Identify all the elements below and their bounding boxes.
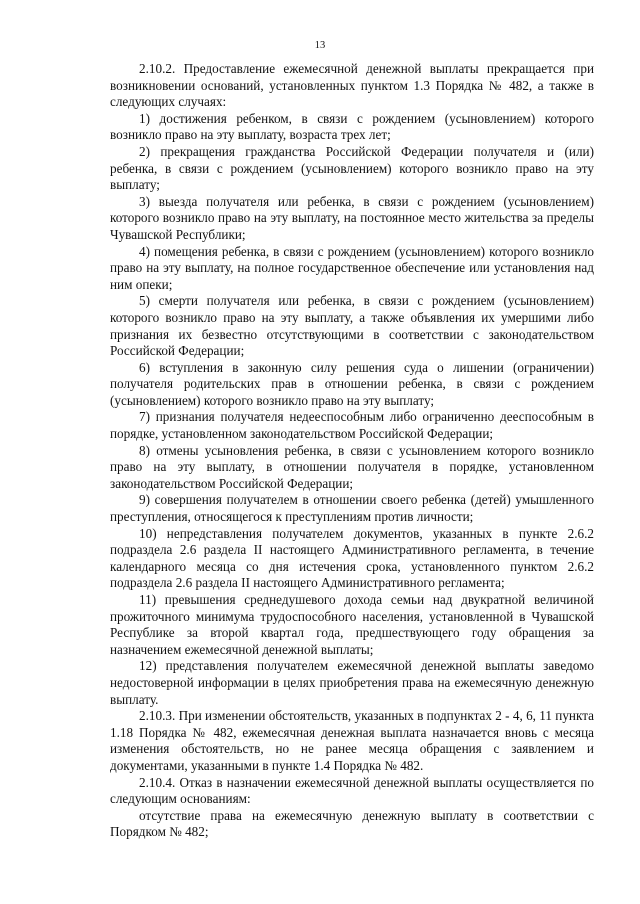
page-number: 13 [314,40,326,51]
list-item-5: 5) смерти получателя или ребенка, в связи с рождением (усыновлением) которого возникло право на эту выплату, а также объявления их умершими либо признания их безвестно отсутствующими в соответствии с законодательством Российской Федерации; [110,293,594,359]
paragraph-2-10-4: 2.10.4. Отказ в назначении ежемесячной денежной выплаты осуществляется по следующим основаниям: [110,774,594,807]
document-body [110,61,594,841]
refusal-ground-1: отсутствие права на ежемесячную денежную выплату в соответствии с Порядком № 482; [110,807,594,840]
list-item-12: 12) представления получателем ежемесячной денежной выплаты заведомо недостоверной информации в целях приобретения права на ежемесячную денежную выплату. [110,658,594,707]
list-item-9: 9) совершения получателем в отношении своего ребенка (детей) умышленного преступления, относящегося к преступлениям против личности; [110,492,594,525]
list-item-6: 6) вступления в законную силу решения суда о лишении (ограничении) получателя родительских прав в отношении ребенка, в связи с рождением (усыновлением) которого возникло право на эту выплату; [110,359,594,408]
list-item-11: 11) превышения среднедушевого дохода семьи над двукратной величиной прожиточного минимума трудоспособного населения, установленной в Чувашской Республике за второй квартал года, предшествующего году обращения за назначением ежемесячной денежной выплаты; [110,592,594,657]
list-item-2: 2) прекращения гражданства Российской Федерации получателя и (или) ребенка, в связи с рождением (усыновлением) которого возникло право на эту выплату; [110,143,594,193]
paragraph-2-10-3: 2.10.3. При изменении обстоятельств, указанных в подпунктах 2 - 4, 6, 11 пункта 1.18 Порядка № 482, ежемесячная денежная выплата назначается вновь с месяца изменения обстоятельств, но не ранее месяца обращения с заявлением и документами, указанными в пункте 1.4 Порядка № 482. [110,708,594,773]
list-item-1: 1) достижения ребенком, в связи с рождением (усыновлением) которого возникло право на эту выплату, возраста трех лет; [110,110,594,143]
list-item-4: 4) помещения ребенка, в связи с рождением (усыновлением) которого возникло право на эту выплату, на полное государственное обеспечение или установления над ним опеки; [110,243,594,292]
list-item-10: 10) непредставления получателем документов, указанных в пункте 2.6.2 подраздела 2.6 раздела II настоящего Административного регламента, в течение календарного месяца со дня истечения срока, установленного пунктом 2.6.2 подраздела 2.6 раздела II настоящего Административного регламента; [110,525,594,591]
list-item-7: 7) признания получателя недееспособным либо ограниченно дееспособным в порядке, установленном законодательством Российской Федерации; [110,409,594,442]
list-item-8: 8) отмены усыновления ребенка, в связи с усыновлением которого возникло право на эту выплату, в отношении получателя в порядке, установленном законодательством Российской Федерации; [110,442,594,491]
paragraph-2-10-2: 2.10.2. Предоставление ежемесячной денежной выплаты прекращается при возникновении оснований, установленных пунктом 1.3 Порядка № 482, а также в следующих случаях: [110,61,594,110]
list-item-3: 3) выезда получателя или ребенка, в связи с рождением (усыновлением) которого возникло право на эту выплату, на постоянное место жительства за пределы Чувашской Республики; [110,193,594,242]
